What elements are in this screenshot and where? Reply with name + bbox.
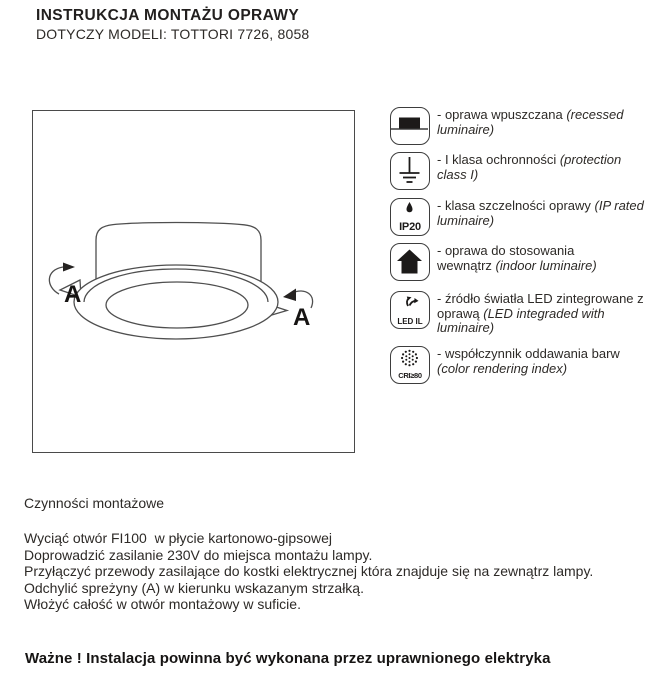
legend-text <box>437 347 650 376</box>
assembly-step-3: Przyłączyć przewody zasilające do kostki elektrycznej która znajduje się na zewnątrz lampy. <box>24 563 594 579</box>
protection-class-1-icon <box>390 152 430 190</box>
ip-rating-badge: IP20 <box>399 221 421 233</box>
legend-text <box>437 244 612 273</box>
legend-label-pl: - współczynnik oddawania barw <box>437 346 620 361</box>
assembly-steps <box>24 530 593 613</box>
legend-label-pl: - klasa szczelności oprawy <box>437 198 595 213</box>
legend-label-en: (IP rated luminaire) <box>437 198 644 228</box>
legend-label-en: (protection class I) <box>437 152 622 182</box>
symbol-legend <box>390 0 648 460</box>
indoor-use-icon <box>390 243 430 281</box>
spring-label-right: A <box>293 304 311 331</box>
assembly-step-1: Wyciąć otwór FI100 w płycie kartonowo-gipsowej <box>24 530 332 546</box>
legend-text <box>437 153 650 182</box>
assembly-step-5: Włożyć całość w otwór montażowy w suficie. <box>24 596 301 612</box>
legend-text <box>437 199 650 228</box>
electrician-warning: Ważne ! Instalacja powinna być wykonana przez uprawnionego elektryka <box>25 650 551 667</box>
legend-label-en: (LED integraded with luminaire) <box>437 305 605 335</box>
legend-label-pl: - oprawa wpuszczana <box>437 107 567 122</box>
legend-label-en: (indoor luminaire) <box>495 257 597 273</box>
cri-badge: CRI≥80 <box>398 371 422 380</box>
lens-ellipse <box>106 282 248 328</box>
arrow-left-head <box>63 263 75 272</box>
legend-label-pl: - źródło światła LED zintegrowane z oprawą <box>437 291 644 321</box>
luminaire-drawing <box>33 111 354 452</box>
legend-label-en: (color rendering index) <box>437 360 568 376</box>
cri-icon <box>390 346 430 384</box>
recessed-luminaire-icon <box>390 107 430 145</box>
assembly-step-4: Odchylić spreżyny (A) w kierunku wskazanym strzałką. <box>24 579 364 596</box>
ip-rating-icon <box>390 198 430 236</box>
led-integrated-icon <box>390 291 430 329</box>
arrow-right-head <box>283 289 296 302</box>
legend-text <box>437 108 650 137</box>
page-title: INSTRUKCJA MONTAŻU OPRAWY <box>36 7 300 24</box>
page-subtitle: DOTYCZY MODELI: TOTTORI 7726, 8058 <box>36 26 310 42</box>
legend-text <box>437 292 650 336</box>
legend-label-en: (recessed luminaire) <box>437 107 624 137</box>
legend-label-pl: - I klasa ochronności <box>437 152 560 167</box>
led-badge: LED IL <box>397 317 423 326</box>
assembly-step-2: Doprowadzić zasilanie 230V do miejsca montażu lampy. <box>24 546 373 563</box>
spring-label-left: A <box>64 281 82 308</box>
assembly-heading: Czynności montażowe <box>24 495 165 511</box>
luminaire-diagram-frame <box>32 110 355 453</box>
legend-label-pl: - oprawa do stosowania wewnątrz <box>437 243 575 273</box>
